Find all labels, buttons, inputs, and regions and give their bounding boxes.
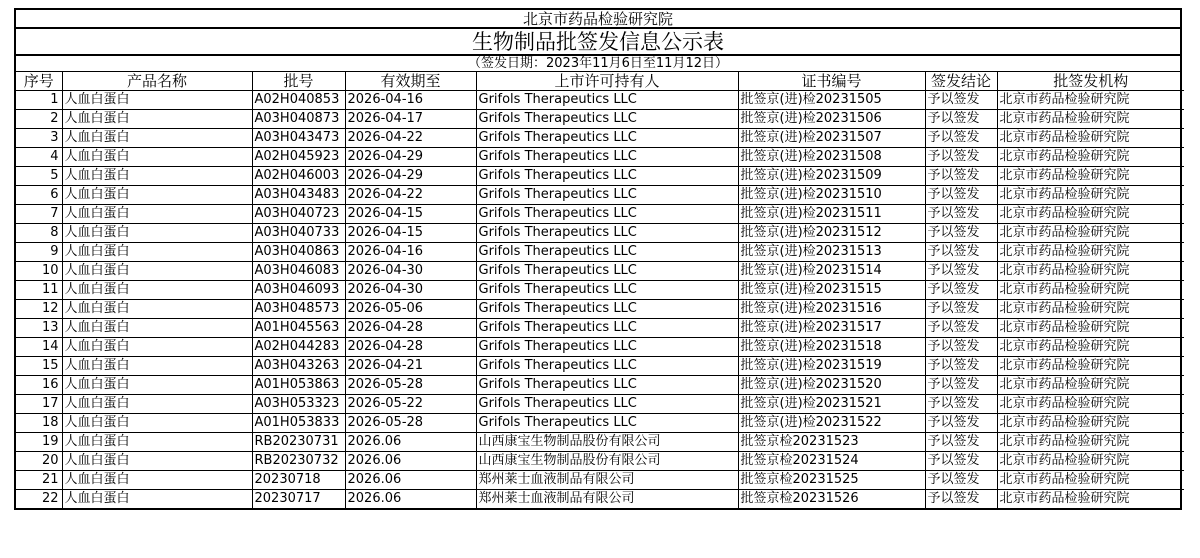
table-row bbox=[16, 452, 1184, 471]
cell-certificate-number: 批签京(进)检20231522 bbox=[738, 414, 925, 433]
cell-issuing-agency: 北京市药品检验研究院 bbox=[997, 91, 1184, 110]
cell-row-index: 7 bbox=[16, 205, 62, 224]
cell-product-name: 人血白蛋白 bbox=[62, 224, 252, 243]
cell-conclusion: 予以签发 bbox=[925, 262, 997, 281]
cell-certificate-number: 批签京检20231523 bbox=[738, 433, 925, 452]
cell-license-holder: Grifols Therapeutics LLC bbox=[476, 319, 738, 338]
cell-license-holder: Grifols Therapeutics LLC bbox=[476, 300, 738, 319]
cell-batch-number: A01H053833 bbox=[252, 414, 345, 433]
cell-row-index: 6 bbox=[16, 186, 62, 205]
table-row bbox=[16, 129, 1184, 148]
cell-expiry-date: 2026-05-28 bbox=[345, 414, 476, 433]
cell-issuing-agency: 北京市药品检验研究院 bbox=[997, 319, 1184, 338]
cell-conclusion: 予以签发 bbox=[925, 186, 997, 205]
approval-sheet bbox=[14, 8, 1182, 510]
cell-conclusion: 予以签发 bbox=[925, 338, 997, 357]
cell-issuing-agency: 北京市药品检验研究院 bbox=[997, 300, 1184, 319]
cell-issuing-agency: 北京市药品检验研究院 bbox=[997, 490, 1184, 509]
cell-row-index: 15 bbox=[16, 357, 62, 376]
cell-issuing-agency: 北京市药品检验研究院 bbox=[997, 205, 1184, 224]
cell-certificate-number: 批签京(进)检20231509 bbox=[738, 167, 925, 186]
cell-expiry-date: 2026-04-29 bbox=[345, 148, 476, 167]
cell-issuing-agency: 北京市药品检验研究院 bbox=[997, 395, 1184, 414]
cell-issuing-agency: 北京市药品检验研究院 bbox=[997, 433, 1184, 452]
cell-expiry-date: 2026-04-28 bbox=[345, 338, 476, 357]
cell-row-index: 11 bbox=[16, 281, 62, 300]
cell-license-holder: Grifols Therapeutics LLC bbox=[476, 376, 738, 395]
cell-product-name: 人血白蛋白 bbox=[62, 186, 252, 205]
cell-product-name: 人血白蛋白 bbox=[62, 243, 252, 262]
header-col-expiry-date: 有效期至 bbox=[345, 72, 476, 91]
cell-certificate-number: 批签京(进)检20231518 bbox=[738, 338, 925, 357]
cell-issuing-agency: 北京市药品检验研究院 bbox=[997, 471, 1184, 490]
cell-expiry-date: 2026-04-15 bbox=[345, 205, 476, 224]
cell-batch-number: A03H043473 bbox=[252, 129, 345, 148]
cell-batch-number: A03H053323 bbox=[252, 395, 345, 414]
cell-issuing-agency: 北京市药品检验研究院 bbox=[997, 129, 1184, 148]
cell-row-index: 14 bbox=[16, 338, 62, 357]
cell-row-index: 20 bbox=[16, 452, 62, 471]
cell-batch-number: A01H053863 bbox=[252, 376, 345, 395]
cell-certificate-number: 批签京(进)检20231519 bbox=[738, 357, 925, 376]
date-range: （签发日期：2023年11月6日至11月12日） bbox=[16, 56, 1180, 72]
table-row bbox=[16, 319, 1184, 338]
cell-product-name: 人血白蛋白 bbox=[62, 414, 252, 433]
cell-product-name: 人血白蛋白 bbox=[62, 167, 252, 186]
table-row bbox=[16, 471, 1184, 490]
cell-certificate-number: 批签京(进)检20231515 bbox=[738, 281, 925, 300]
table-header-row bbox=[16, 72, 1184, 91]
cell-expiry-date: 2026-04-17 bbox=[345, 110, 476, 129]
cell-license-holder: Grifols Therapeutics LLC bbox=[476, 395, 738, 414]
cell-conclusion: 予以签发 bbox=[925, 148, 997, 167]
cell-batch-number: 20230718 bbox=[252, 471, 345, 490]
cell-conclusion: 予以签发 bbox=[925, 167, 997, 186]
cell-row-index: 13 bbox=[16, 319, 62, 338]
cell-expiry-date: 2026-04-15 bbox=[345, 224, 476, 243]
cell-row-index: 1 bbox=[16, 91, 62, 110]
table-row bbox=[16, 338, 1184, 357]
cell-conclusion: 予以签发 bbox=[925, 281, 997, 300]
cell-product-name: 人血白蛋白 bbox=[62, 129, 252, 148]
approval-table bbox=[16, 72, 1184, 508]
header-col-license-holder: 上市许可持有人 bbox=[476, 72, 738, 91]
table-row bbox=[16, 186, 1184, 205]
cell-batch-number: A02H046003 bbox=[252, 167, 345, 186]
cell-certificate-number: 批签京(进)检20231521 bbox=[738, 395, 925, 414]
cell-license-holder: Grifols Therapeutics LLC bbox=[476, 91, 738, 110]
cell-license-holder: Grifols Therapeutics LLC bbox=[476, 129, 738, 148]
cell-row-index: 2 bbox=[16, 110, 62, 129]
cell-batch-number: A03H043483 bbox=[252, 186, 345, 205]
header-col-certificate-number: 证书编号 bbox=[738, 72, 925, 91]
cell-row-index: 4 bbox=[16, 148, 62, 167]
cell-batch-number: A03H040723 bbox=[252, 205, 345, 224]
cell-expiry-date: 2026-04-21 bbox=[345, 357, 476, 376]
cell-license-holder: Grifols Therapeutics LLC bbox=[476, 224, 738, 243]
cell-row-index: 5 bbox=[16, 167, 62, 186]
cell-issuing-agency: 北京市药品检验研究院 bbox=[997, 452, 1184, 471]
cell-conclusion: 予以签发 bbox=[925, 243, 997, 262]
cell-batch-number: RB20230731 bbox=[252, 433, 345, 452]
cell-batch-number: RB20230732 bbox=[252, 452, 345, 471]
cell-batch-number: A03H043263 bbox=[252, 357, 345, 376]
cell-expiry-date: 2026-04-16 bbox=[345, 243, 476, 262]
cell-conclusion: 予以签发 bbox=[925, 414, 997, 433]
cell-row-index: 19 bbox=[16, 433, 62, 452]
cell-certificate-number: 批签京检20231525 bbox=[738, 471, 925, 490]
cell-certificate-number: 批签京(进)检20231520 bbox=[738, 376, 925, 395]
table-row bbox=[16, 357, 1184, 376]
cell-issuing-agency: 北京市药品检验研究院 bbox=[997, 414, 1184, 433]
cell-expiry-date: 2026-04-16 bbox=[345, 91, 476, 110]
cell-certificate-number: 批签京检20231526 bbox=[738, 490, 925, 509]
table-row bbox=[16, 281, 1184, 300]
cell-certificate-number: 批签京(进)检20231516 bbox=[738, 300, 925, 319]
cell-row-index: 16 bbox=[16, 376, 62, 395]
cell-issuing-agency: 北京市药品检验研究院 bbox=[997, 110, 1184, 129]
cell-batch-number: A03H046083 bbox=[252, 262, 345, 281]
header-col-product-name: 产品名称 bbox=[62, 72, 252, 91]
cell-license-holder: Grifols Therapeutics LLC bbox=[476, 205, 738, 224]
cell-product-name: 人血白蛋白 bbox=[62, 281, 252, 300]
cell-row-index: 18 bbox=[16, 414, 62, 433]
cell-license-holder: Grifols Therapeutics LLC bbox=[476, 357, 738, 376]
cell-row-index: 8 bbox=[16, 224, 62, 243]
cell-row-index: 9 bbox=[16, 243, 62, 262]
cell-row-index: 21 bbox=[16, 471, 62, 490]
table-row bbox=[16, 205, 1184, 224]
cell-issuing-agency: 北京市药品检验研究院 bbox=[997, 338, 1184, 357]
cell-license-holder: Grifols Therapeutics LLC bbox=[476, 148, 738, 167]
cell-certificate-number: 批签京(进)检20231510 bbox=[738, 186, 925, 205]
cell-conclusion: 予以签发 bbox=[925, 129, 997, 148]
table-row bbox=[16, 414, 1184, 433]
table-row bbox=[16, 148, 1184, 167]
table-row bbox=[16, 490, 1184, 509]
cell-certificate-number: 批签京(进)检20231513 bbox=[738, 243, 925, 262]
cell-expiry-date: 2026-05-06 bbox=[345, 300, 476, 319]
cell-product-name: 人血白蛋白 bbox=[62, 338, 252, 357]
cell-certificate-number: 批签京(进)检20231517 bbox=[738, 319, 925, 338]
cell-batch-number: A03H046093 bbox=[252, 281, 345, 300]
cell-product-name: 人血白蛋白 bbox=[62, 395, 252, 414]
table-row bbox=[16, 395, 1184, 414]
header-col-batch-number: 批号 bbox=[252, 72, 345, 91]
cell-license-holder: 山西康宝生物制品股份有限公司 bbox=[476, 452, 738, 471]
cell-conclusion: 予以签发 bbox=[925, 357, 997, 376]
cell-issuing-agency: 北京市药品检验研究院 bbox=[997, 281, 1184, 300]
table-row bbox=[16, 433, 1184, 452]
cell-expiry-date: 2026-04-29 bbox=[345, 167, 476, 186]
cell-certificate-number: 批签京(进)检20231511 bbox=[738, 205, 925, 224]
cell-expiry-date: 2026-04-30 bbox=[345, 281, 476, 300]
cell-conclusion: 予以签发 bbox=[925, 452, 997, 471]
cell-conclusion: 予以签发 bbox=[925, 490, 997, 509]
cell-expiry-date: 2026-05-22 bbox=[345, 395, 476, 414]
cell-certificate-number: 批签京(进)检20231508 bbox=[738, 148, 925, 167]
cell-batch-number: A02H040853 bbox=[252, 91, 345, 110]
cell-batch-number: A03H040873 bbox=[252, 110, 345, 129]
cell-expiry-date: 2026-04-22 bbox=[345, 186, 476, 205]
cell-license-holder: 郑州莱士血液制品有限公司 bbox=[476, 490, 738, 509]
header-col-index: 序号 bbox=[16, 72, 62, 91]
cell-product-name: 人血白蛋白 bbox=[62, 148, 252, 167]
cell-conclusion: 予以签发 bbox=[925, 395, 997, 414]
table-row bbox=[16, 300, 1184, 319]
header-col-conclusion: 签发结论 bbox=[925, 72, 997, 91]
cell-issuing-agency: 北京市药品检验研究院 bbox=[997, 148, 1184, 167]
cell-license-holder: Grifols Therapeutics LLC bbox=[476, 338, 738, 357]
institute-name: 北京市药品检验研究院 bbox=[16, 10, 1180, 29]
cell-certificate-number: 批签京(进)检20231512 bbox=[738, 224, 925, 243]
table-row bbox=[16, 262, 1184, 281]
cell-expiry-date: 2026-04-30 bbox=[345, 262, 476, 281]
cell-batch-number: A03H040863 bbox=[252, 243, 345, 262]
cell-batch-number: A02H044283 bbox=[252, 338, 345, 357]
table-row bbox=[16, 376, 1184, 395]
cell-row-index: 17 bbox=[16, 395, 62, 414]
cell-expiry-date: 2026.06 bbox=[345, 471, 476, 490]
cell-row-index: 12 bbox=[16, 300, 62, 319]
cell-conclusion: 予以签发 bbox=[925, 205, 997, 224]
cell-license-holder: 郑州莱士血液制品有限公司 bbox=[476, 471, 738, 490]
cell-conclusion: 予以签发 bbox=[925, 300, 997, 319]
cell-conclusion: 予以签发 bbox=[925, 376, 997, 395]
cell-conclusion: 予以签发 bbox=[925, 471, 997, 490]
cell-issuing-agency: 北京市药品检验研究院 bbox=[997, 376, 1184, 395]
cell-conclusion: 予以签发 bbox=[925, 91, 997, 110]
cell-product-name: 人血白蛋白 bbox=[62, 205, 252, 224]
cell-expiry-date: 2026.06 bbox=[345, 433, 476, 452]
cell-issuing-agency: 北京市药品检验研究院 bbox=[997, 224, 1184, 243]
page-title: 生物制品批签发信息公示表 bbox=[16, 29, 1180, 56]
cell-row-index: 10 bbox=[16, 262, 62, 281]
cell-product-name: 人血白蛋白 bbox=[62, 490, 252, 509]
table-body bbox=[16, 91, 1184, 509]
cell-license-holder: Grifols Therapeutics LLC bbox=[476, 186, 738, 205]
cell-batch-number: 20230717 bbox=[252, 490, 345, 509]
cell-certificate-number: 批签京(进)检20231505 bbox=[738, 91, 925, 110]
cell-certificate-number: 批签京(进)检20231506 bbox=[738, 110, 925, 129]
cell-conclusion: 予以签发 bbox=[925, 433, 997, 452]
cell-license-holder: Grifols Therapeutics LLC bbox=[476, 243, 738, 262]
cell-product-name: 人血白蛋白 bbox=[62, 376, 252, 395]
cell-batch-number: A03H048573 bbox=[252, 300, 345, 319]
cell-product-name: 人血白蛋白 bbox=[62, 452, 252, 471]
cell-product-name: 人血白蛋白 bbox=[62, 300, 252, 319]
cell-license-holder: 山西康宝生物制品股份有限公司 bbox=[476, 433, 738, 452]
cell-issuing-agency: 北京市药品检验研究院 bbox=[997, 167, 1184, 186]
cell-certificate-number: 批签京(进)检20231507 bbox=[738, 129, 925, 148]
cell-expiry-date: 2026-04-28 bbox=[345, 319, 476, 338]
cell-expiry-date: 2026-05-28 bbox=[345, 376, 476, 395]
cell-license-holder: Grifols Therapeutics LLC bbox=[476, 262, 738, 281]
cell-expiry-date: 2026.06 bbox=[345, 490, 476, 509]
cell-conclusion: 予以签发 bbox=[925, 110, 997, 129]
cell-issuing-agency: 北京市药品检验研究院 bbox=[997, 243, 1184, 262]
cell-product-name: 人血白蛋白 bbox=[62, 319, 252, 338]
table-row bbox=[16, 243, 1184, 262]
cell-product-name: 人血白蛋白 bbox=[62, 471, 252, 490]
cell-product-name: 人血白蛋白 bbox=[62, 433, 252, 452]
cell-issuing-agency: 北京市药品检验研究院 bbox=[997, 357, 1184, 376]
cell-certificate-number: 批签京检20231524 bbox=[738, 452, 925, 471]
cell-row-index: 22 bbox=[16, 490, 62, 509]
cell-license-holder: Grifols Therapeutics LLC bbox=[476, 110, 738, 129]
cell-product-name: 人血白蛋白 bbox=[62, 110, 252, 129]
cell-license-holder: Grifols Therapeutics LLC bbox=[476, 281, 738, 300]
cell-expiry-date: 2026-04-22 bbox=[345, 129, 476, 148]
cell-license-holder: Grifols Therapeutics LLC bbox=[476, 167, 738, 186]
cell-issuing-agency: 北京市药品检验研究院 bbox=[997, 186, 1184, 205]
cell-batch-number: A01H045563 bbox=[252, 319, 345, 338]
cell-certificate-number: 批签京(进)检20231514 bbox=[738, 262, 925, 281]
cell-product-name: 人血白蛋白 bbox=[62, 262, 252, 281]
table-row bbox=[16, 110, 1184, 129]
cell-product-name: 人血白蛋白 bbox=[62, 357, 252, 376]
cell-expiry-date: 2026.06 bbox=[345, 452, 476, 471]
cell-license-holder: Grifols Therapeutics LLC bbox=[476, 414, 738, 433]
table-row bbox=[16, 224, 1184, 243]
cell-conclusion: 予以签发 bbox=[925, 224, 997, 243]
cell-row-index: 3 bbox=[16, 129, 62, 148]
cell-issuing-agency: 北京市药品检验研究院 bbox=[997, 262, 1184, 281]
cell-batch-number: A03H040733 bbox=[252, 224, 345, 243]
cell-product-name: 人血白蛋白 bbox=[62, 91, 252, 110]
cell-batch-number: A02H045923 bbox=[252, 148, 345, 167]
header-col-issuing-agency: 批签发机构 bbox=[997, 72, 1184, 91]
table-row bbox=[16, 167, 1184, 186]
table-row bbox=[16, 91, 1184, 110]
cell-conclusion: 予以签发 bbox=[925, 319, 997, 338]
